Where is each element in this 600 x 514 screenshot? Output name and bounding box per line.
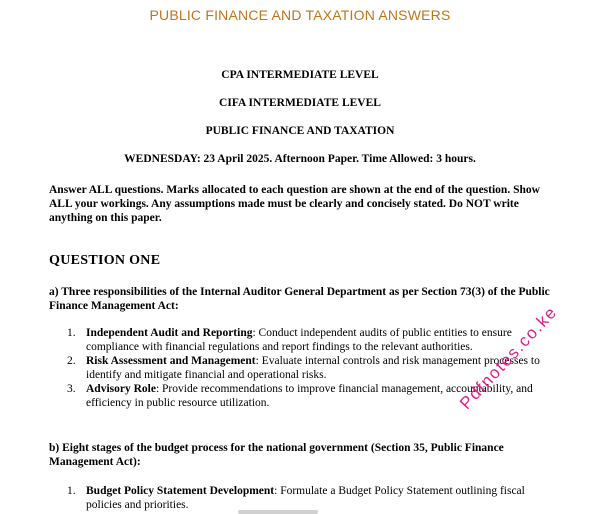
exam-subject: PUBLIC FINANCE AND TAXATION [205,125,395,137]
exam-date-line: WEDNESDAY: 23 April 2025. Afternoon Paper. Time Allowed: 3 hours. [124,153,476,165]
list-item-number: 3. [67,383,76,395]
list-item-title: Independent Audit and Reporting [86,327,253,339]
exam-level-cpa: CPA INTERMEDIATE LEVEL [221,69,379,81]
question-one-heading: QUESTION ONE [49,253,161,268]
list-item-title: Advisory Role [86,383,156,395]
list-item-text: : Formulate a Budget Policy Statement outlining fiscal policies and priorities. [86,485,525,511]
list-item-title: Budget Policy Statement Development [86,485,275,497]
list-item [49,484,549,512]
list-item [49,326,549,354]
exam-instructions: Answer ALL questions. Marks allocated to each question are shown at the end of the question. Show ALL your workings. Any assumptions made must be clearly and concisely stated. Do NOT write anything on this paper. [49,184,540,224]
list-item-text: : Evaluate internal controls and risk management processes to identify and mitigate financial and operational risks. [86,355,540,381]
part-b-prompt: b) Eight stages of the budget process for the national government (Section 35, Public Finance Management Act): [49,442,504,468]
list-item-text: : Conduct independent audits of public entities to ensure compliance with financial regulations and report findings to the relevant authorities. [86,327,512,353]
part-b-list [49,484,549,512]
list-item-text: : Provide recommendations to improve financial management, accountability, and efficiency in public resource utilization. [86,383,533,409]
part-a-prompt: a) Three responsibilities of the Internal Auditor General Department as per Section 73(3) of the Public Finance Management Act: [49,286,550,312]
list-item-number: 2. [67,355,76,367]
list-item [49,354,549,382]
horizontal-scrollbar-thumb[interactable] [238,510,318,514]
site-watermark: Pdfnotes.co.ke [456,302,561,413]
exam-level-cifa: CIFA INTERMEDIATE LEVEL [219,97,381,109]
document-banner-title: PUBLIC FINANCE AND TAXATION ANSWERS [149,7,451,23]
list-item-number: 1. [67,327,76,339]
list-item-title: Risk Assessment and Management [86,355,256,367]
list-item-number: 1. [67,485,76,497]
